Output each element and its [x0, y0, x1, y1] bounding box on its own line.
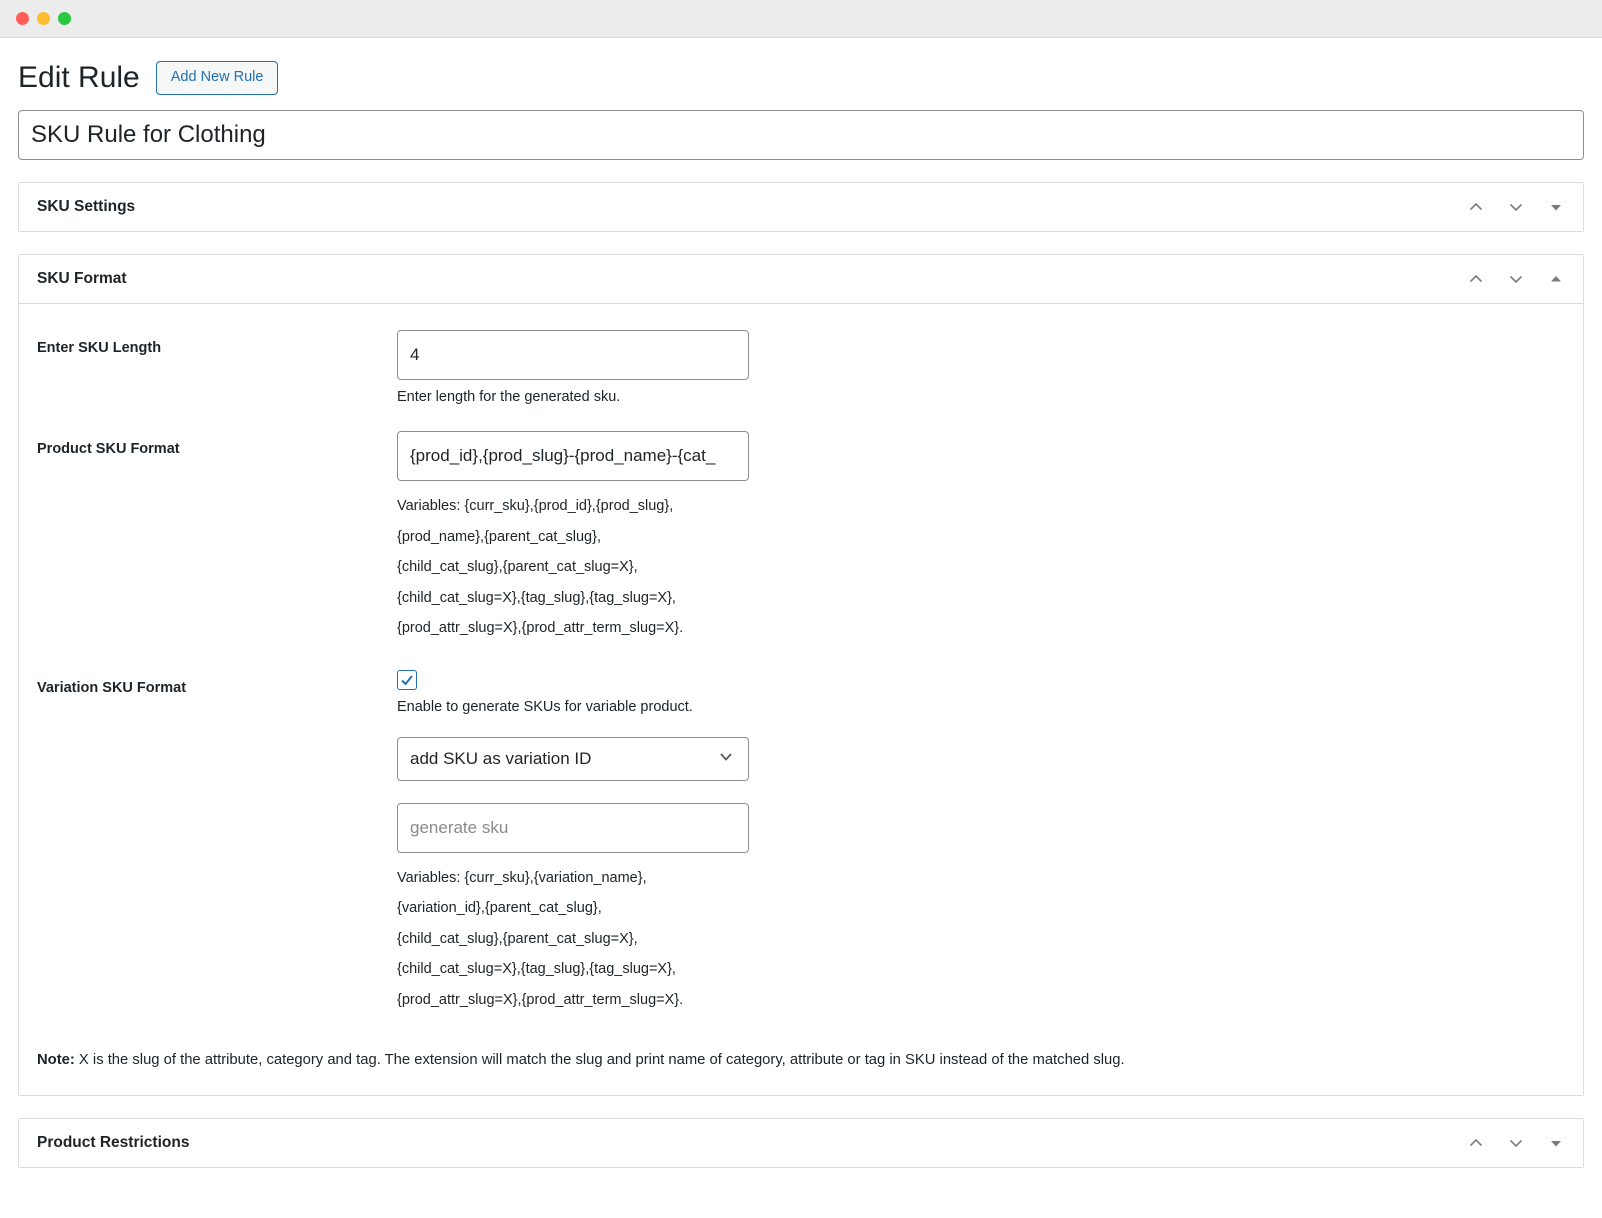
- variables-line: {prod_attr_slug=X},{prod_attr_term_slug=X}.: [397, 991, 684, 1008]
- product-sku-format-variables: [397, 491, 737, 643]
- window-titlebar: [0, 0, 1602, 38]
- control-product-sku-format: [397, 431, 1565, 643]
- variables-line: {child_cat_slug},{parent_cat_slug=X},: [397, 930, 638, 947]
- sku-length-input[interactable]: [397, 330, 749, 380]
- move-down-icon[interactable]: [1507, 270, 1525, 288]
- sku-length-description: Enter length for the generated sku.: [397, 389, 621, 405]
- move-down-icon[interactable]: [1507, 1134, 1525, 1152]
- variables-line: Variables: {curr_sku},{prod_id},{prod_slug},: [397, 498, 674, 515]
- field-product-sku-format: [19, 431, 1583, 643]
- panel-controls-product-restrictions: [1467, 1134, 1565, 1152]
- note-prefix: Note:: [37, 1052, 75, 1069]
- move-up-icon[interactable]: [1467, 198, 1485, 216]
- variables-line: {prod_attr_slug=X},{prod_attr_term_slug=X}.: [397, 620, 684, 637]
- variation-sku-mode-select[interactable]: add SKU as variation ID: [397, 737, 749, 781]
- variation-sku-mode-select-wrap: [397, 737, 749, 781]
- panel-header-sku-format[interactable]: [19, 255, 1583, 303]
- control-variation-sku-format: [397, 670, 1565, 1016]
- toggle-panel-icon[interactable]: [1547, 1134, 1565, 1152]
- variables-line: {variation_id},{parent_cat_slug},: [397, 900, 602, 917]
- variables-line: {prod_name},{parent_cat_slug},: [397, 528, 601, 545]
- toggle-panel-icon[interactable]: [1547, 198, 1565, 216]
- panel-controls-sku-settings: [1467, 198, 1565, 216]
- add-new-rule-button[interactable]: Add New Rule: [156, 61, 279, 94]
- panel-title-sku-settings: SKU Settings: [37, 198, 136, 215]
- panel-header-product-restrictions[interactable]: [19, 1119, 1583, 1167]
- variation-sku-format-input[interactable]: [397, 803, 749, 853]
- field-variation-sku-format: [19, 670, 1583, 1016]
- panel-sku-settings: [18, 182, 1584, 232]
- label-variation-sku-format: Variation SKU Format: [37, 679, 187, 696]
- move-down-icon[interactable]: [1507, 198, 1525, 216]
- note-text: X is the slug of the attribute, category and tag. The extension will match the slug and print name of category, attribute or tag in SKU instead of the matched slug.: [74, 1052, 1125, 1069]
- variables-line: Variables: {curr_sku},{variation_name},: [397, 869, 647, 886]
- panel-controls-sku-format: [1467, 270, 1565, 288]
- move-up-icon[interactable]: [1467, 270, 1485, 288]
- panel-header-sku-settings[interactable]: [19, 183, 1583, 231]
- field-sku-length: [19, 330, 1583, 405]
- panel-title-product-restrictions: Product Restrictions: [37, 1134, 190, 1152]
- variables-line: {child_cat_slug=X},{tag_slug},{tag_slug=X},: [397, 961, 676, 978]
- label-product-sku-format: Product SKU Format: [37, 441, 180, 458]
- product-sku-format-input[interactable]: [397, 431, 749, 481]
- variables-line: {child_cat_slug=X},{tag_slug},{tag_slug=X},: [397, 589, 676, 606]
- panel-title-sku-format: SKU Format: [37, 270, 127, 287]
- variables-line: {child_cat_slug},{parent_cat_slug=X},: [397, 559, 638, 576]
- page-content: [0, 38, 1602, 1218]
- label-sku-length: Enter SKU Length: [37, 340, 162, 356]
- zoom-window-button[interactable]: [58, 12, 71, 25]
- variation-sku-format-variables: [397, 863, 737, 1015]
- close-window-button[interactable]: [16, 12, 29, 25]
- control-sku-length: [397, 330, 1565, 405]
- page-header: [18, 38, 1584, 110]
- rule-title-input[interactable]: [18, 110, 1584, 160]
- variation-sku-checkbox-description: Enable to generate SKUs for variable product.: [397, 698, 693, 715]
- panel-body-sku-format: [19, 303, 1583, 1095]
- panel-sku-format: [18, 254, 1584, 1096]
- toggle-panel-icon[interactable]: [1547, 270, 1565, 288]
- page-title: Edit Rule: [18, 61, 140, 94]
- panel-product-restrictions: [18, 1118, 1584, 1168]
- sku-format-note: [19, 1041, 1583, 1077]
- minimize-window-button[interactable]: [37, 12, 50, 25]
- variation-sku-enable-checkbox[interactable]: [397, 670, 417, 690]
- window-controls: [16, 12, 71, 25]
- move-up-icon[interactable]: [1467, 1134, 1485, 1152]
